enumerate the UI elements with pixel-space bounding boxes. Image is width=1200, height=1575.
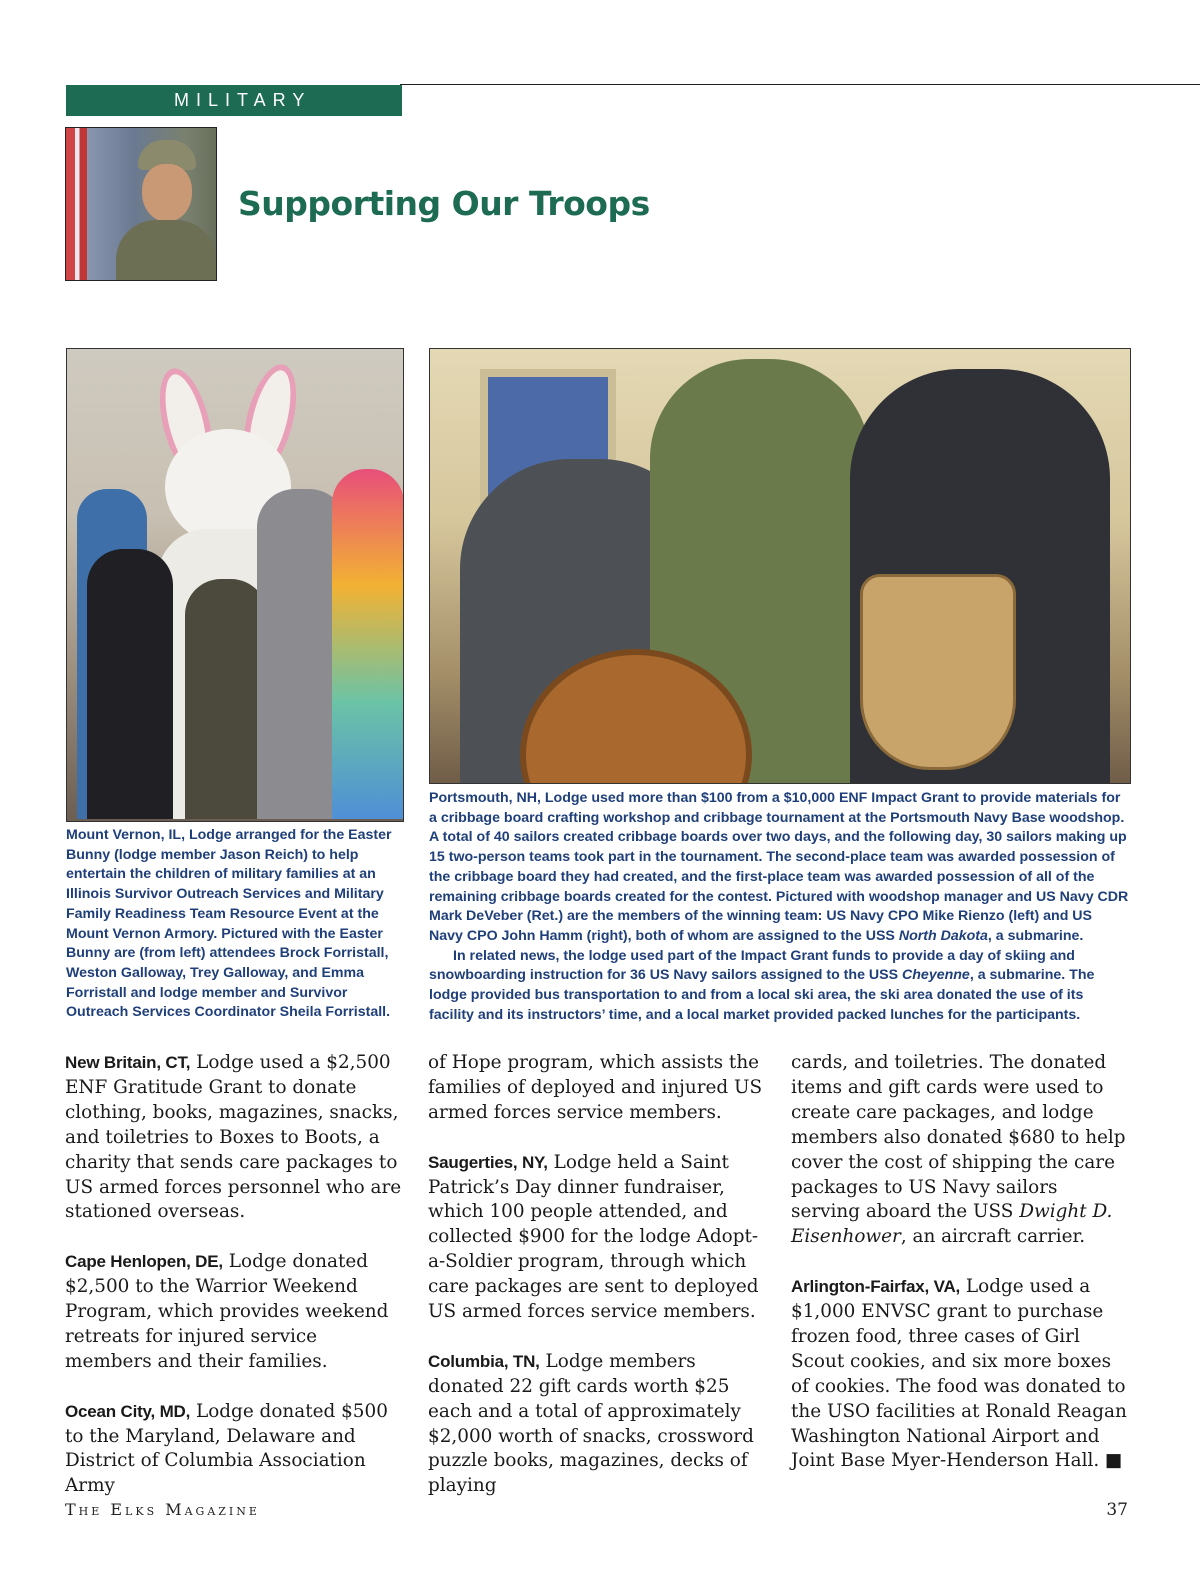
caption-paragraph-1 [429, 789, 1129, 947]
section-label: MILITARY [66, 85, 402, 116]
caption-text: In related news, the lodge used part of the Impact Grant funds to provide a day of skiing and snowboarding instruction for 36 US Navy sailors assigned to the USS [429, 947, 1075, 984]
soldier-portrait-image [65, 127, 217, 281]
entry-place: Ocean City, MD, [65, 1401, 191, 1421]
entry-cape-henlopen [65, 1250, 403, 1375]
caption-place: Portsmouth, NH, [429, 790, 541, 806]
entry-place: Cape Henlopen, DE, [65, 1252, 223, 1272]
person-child-2 [87, 549, 173, 819]
entry-text: Lodge members donated 22 gift cards worth $25 each and a total of approximately $2,000 worth of snacks, crossword puzzle books, magazines, decks of playing [428, 1350, 754, 1497]
caption-portsmouth [429, 789, 1129, 1025]
entry-text: Lodge used a $1,000 ENVSC grant to purchase frozen food, three cases of Girl Scout cookies, and six more boxes of cookies. The food was donated to the USO facilities at Ronald Reagan Washington National Airport and Joint Base Myer-Henderson Hall. [791, 1276, 1127, 1472]
end-mark: ■ [1099, 1450, 1123, 1472]
entry-saugerties [428, 1151, 766, 1325]
entry-text: of Hope program, which assists the families of deployed and injured US armed forces service members. [428, 1052, 763, 1123]
entry-text: Lodge donated $500 to the Maryland, Delaware and District of Columbia Association Army [65, 1400, 388, 1497]
entry-new-britain [65, 1051, 403, 1225]
entry-text: cards, and toiletries. The donated items and gift cards were used to create care packages, and lodge members also donated $680 to help cover the cost of shipping the care packages to US Navy sailors serving aboard the USS [791, 1052, 1126, 1223]
caption-text: , a submarine. [987, 927, 1084, 944]
entry-ocean-city [65, 1400, 403, 1500]
portrait-face [142, 164, 192, 222]
caption-text: Lodge arranged for the Easter Bunny (lodge member Jason Reich) to help entertain the children of military families at an Illinois Survivor Outreach Services and Military Family Readiness Team Resource Event at the Mount Vernon Armory. Pictured with the Easter Bunny are (from left) attendees Brock Forristall, Weston Galloway, Trey Galloway, and Emma Forristall and lodge member and Survivor Outreach Services Coordinator Sheila Forristall. [66, 827, 392, 1021]
entry-arlington-fairfax [791, 1275, 1129, 1474]
entry-text: Lodge donated $2,500 to the Warrior Weekend Program, which provides weekend retreats for injured service members and their families. [65, 1251, 389, 1372]
entry-place: Arlington-Fairfax, VA, [791, 1277, 961, 1297]
footer-page-number: 37 [1106, 1500, 1128, 1520]
column-3 [791, 1051, 1129, 1499]
entry-columbia [428, 1350, 766, 1499]
person-child-3 [185, 579, 267, 819]
caption-text: , a submarine. The lodge provided bus transportation to and from a local ski area, the ski area donated the use of its facility and its instructors’ time, and a local market provided packed lunches for the participants. [429, 967, 1095, 1023]
ship-name: Dwight D. Eisenhower [791, 1201, 1113, 1248]
entry-columbia-continued [791, 1051, 1129, 1250]
person-adult [332, 469, 404, 819]
entry-place: New Britain, CT, [65, 1053, 191, 1072]
entry-text: Lodge held a Saint Patrick’s Day dinner fundraiser, which 100 people attended, and collected $900 for the lodge Adopt-a-Soldier program, through which care packages are sent to deployed US armed forces service members. [428, 1151, 759, 1323]
photo-cribbage-winners [429, 348, 1131, 784]
entry-text: Lodge used a $2,500 ENF Gratitude Grant to donate clothing, books, magazines, snacks, and toiletries to Boxes to Boots, a charity that sends care packages to US armed forces personnel who are stationed overseas. [65, 1052, 402, 1223]
entry-place: Saugerties, NY, [428, 1152, 548, 1172]
header-rule [400, 84, 1200, 85]
ship-name: North Dakota [898, 927, 988, 944]
entry-text: , an aircraft carrier. [900, 1226, 1086, 1248]
caption-place: Mount Vernon, IL, [66, 827, 186, 843]
entry-ocean-city-continued [428, 1051, 766, 1126]
caption-paragraph-2 [429, 947, 1129, 1026]
portrait-uniform [116, 220, 216, 281]
footer-publication: The Elks Magazine [65, 1500, 260, 1519]
ship-name: Cheyenne [902, 967, 970, 984]
caption-text: Lodge used more than $100 from a $10,000 ENF Impact Grant to provide materials for a cribbage board crafting workshop and cribbage tournament at the Portsmouth Navy Base woodshop. A total of 40 sailors created cribbage boards over two days, and the following day, 30 sailors making up 15 two-person teams took part in the tournament. The second-place team was awarded possession of the cribbage board they had created, and the first-place team was awarded possession of all of the remaining cribbage boards created for the contest. Pictured with woodshop manager and US Navy CDR Mark DeVeber (Ret.) are the members of the winning team: US Navy CPO Mike Rienzo (left) and US Navy CPO John Hamm (right), both of whom are assigned to the USS [429, 790, 1129, 944]
caption-mount-vernon [66, 826, 406, 1023]
column-1 [65, 1051, 403, 1524]
page-title: Supporting Our Troops [238, 184, 650, 223]
photo-easter-bunny [66, 348, 404, 822]
column-2 [428, 1051, 766, 1524]
entry-place: Columbia, TN, [428, 1351, 540, 1371]
cribbage-board-shield [860, 574, 1016, 770]
